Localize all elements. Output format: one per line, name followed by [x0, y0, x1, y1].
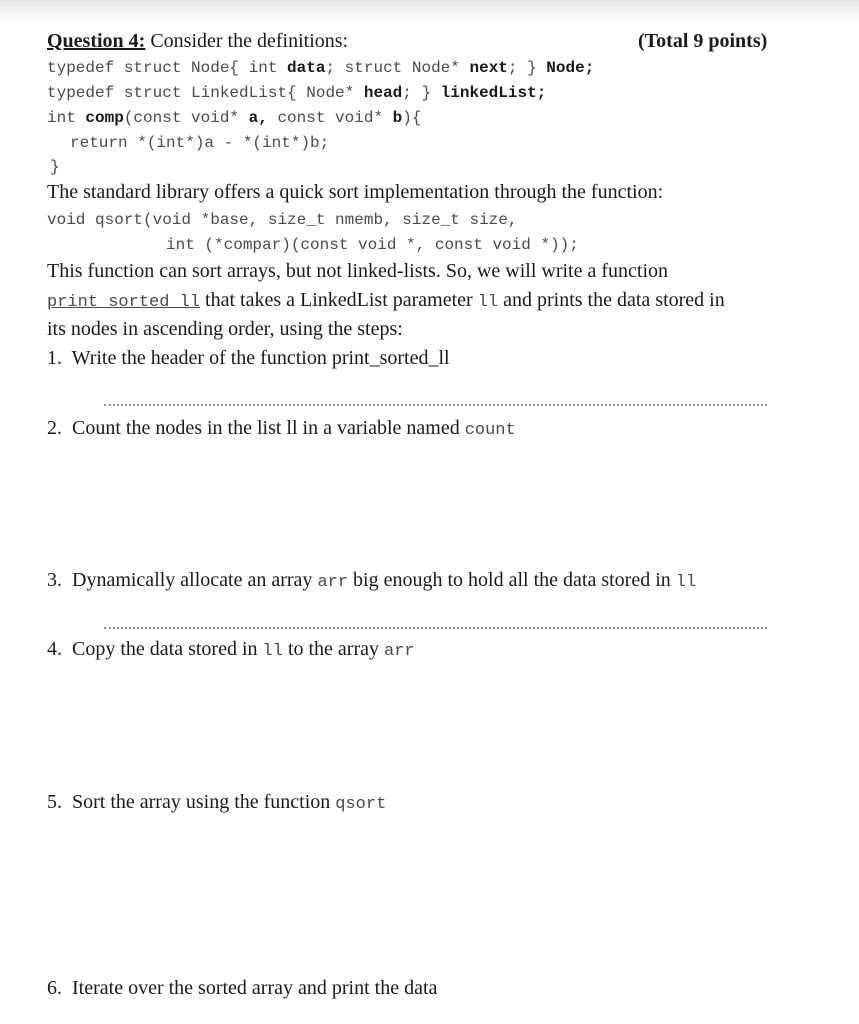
step-text: 2. Count the nodes in the list ll in a variable named	[47, 417, 465, 439]
step-3	[47, 569, 696, 592]
qsort-intro: The standard library offers a quick sort implementation through the function:	[47, 181, 664, 203]
step-code: count	[464, 421, 516, 440]
step-code: ll	[262, 642, 283, 661]
step-code: ll	[675, 573, 697, 592]
top-shadow	[0, 0, 859, 22]
code-text: typedef struct Node{ int	[47, 59, 288, 77]
code-keyword: Node;	[546, 59, 595, 77]
code-text: ; struct Node*	[325, 59, 470, 77]
code-line-5: }	[50, 158, 60, 176]
code-line-1	[47, 59, 594, 77]
step-code: arr	[317, 573, 349, 592]
code-keyword: comp	[85, 109, 124, 127]
code-text: const void*	[267, 109, 393, 127]
code-text: ; }	[402, 84, 441, 102]
question-intro: Consider the definitions:	[145, 30, 349, 52]
qsort-signature-line-1: void qsort(void *base, size_t nmemb, size_t size,	[47, 211, 518, 229]
step-text: 4. Copy the data stored in	[47, 638, 263, 660]
step-2	[47, 417, 516, 440]
code-text: ){	[402, 109, 422, 127]
question-points: (Total 9 points)	[638, 30, 768, 52]
step-text: 3. Dynamically allocate an array	[47, 569, 318, 591]
question-heading	[47, 30, 348, 53]
step-text: big enough to hold all the data stored in	[348, 569, 676, 591]
para-line-3: its nodes in ascending order, using the steps:	[47, 318, 403, 340]
code-keyword: a,	[248, 109, 268, 127]
para-text: and prints the data stored in	[498, 289, 725, 311]
para-line-2	[47, 289, 725, 312]
code-line-4: return *(int*)a - *(int*)b;	[70, 134, 330, 152]
answer-line-3	[104, 627, 767, 629]
code-text: typedef struct LinkedList{ Node*	[47, 84, 364, 102]
code-text: ; }	[507, 59, 547, 77]
param-name: ll	[477, 293, 499, 312]
step-6: 6. Iterate over the sorted array and print the data	[47, 977, 438, 999]
step-1: 1. Write the header of the function print_sorted_ll	[47, 347, 450, 369]
code-line-2	[47, 84, 546, 102]
code-keyword: head	[363, 84, 403, 102]
para-line-1: This function can sort arrays, but not linked-lists. So, we will write a function	[47, 260, 668, 282]
qsort-signature-line-2: int (*compar)(const void *, const void *));	[166, 236, 579, 254]
para-text: that takes a LinkedList parameter	[200, 289, 478, 311]
code-line-3	[47, 109, 421, 127]
step-text: to the array	[282, 638, 385, 660]
step-text: 5. Sort the array using the function	[47, 791, 336, 813]
code-keyword: data	[287, 59, 326, 77]
step-4	[47, 638, 415, 661]
code-text: (const void*	[123, 109, 249, 127]
code-keyword: next	[469, 59, 508, 77]
step-code: qsort	[335, 795, 387, 814]
step-5	[47, 791, 386, 814]
answer-line-1	[104, 404, 767, 406]
question-label: Question 4:	[47, 30, 146, 52]
step-code: arr	[384, 642, 415, 661]
code-keyword: linkedList;	[440, 84, 547, 102]
code-text: int	[47, 109, 86, 127]
code-keyword: b	[392, 109, 403, 127]
function-name: print_sorted_ll	[47, 293, 201, 312]
